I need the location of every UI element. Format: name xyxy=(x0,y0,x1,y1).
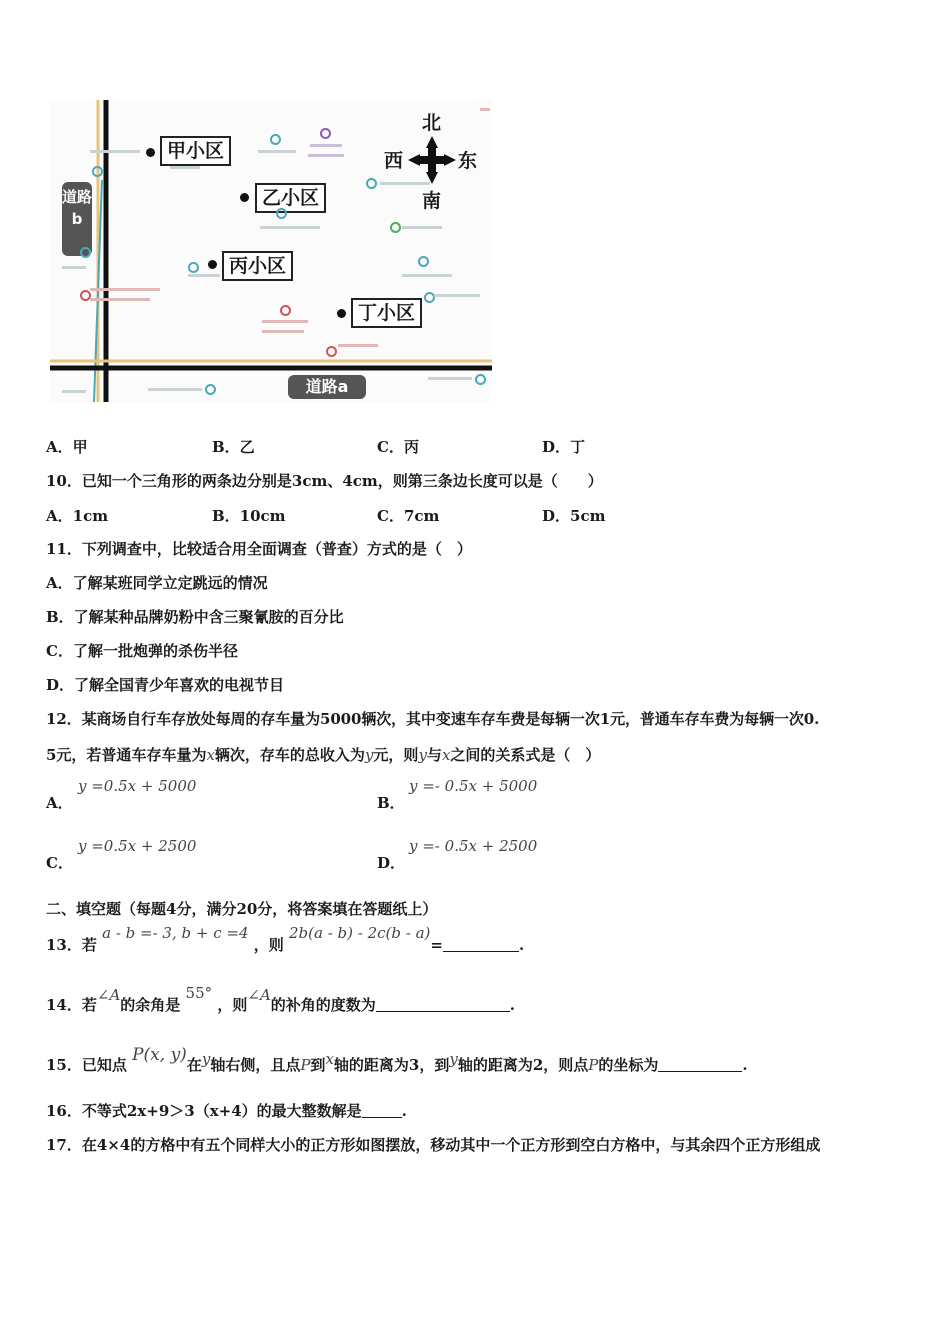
map-label-stroke xyxy=(62,390,86,393)
q15-text: 轴的距离为3，到 xyxy=(333,1056,450,1074)
q11-stem: 11．下列调查中，比较适合用全面调查（普查）方式的是（ ） xyxy=(46,540,472,558)
place-ding: 丁小区 xyxy=(351,298,422,328)
section-2-heading: 二、填空题（每题4分，满分20分，将答案填在答题纸上） xyxy=(46,900,438,918)
q12-stem-line1: 12．某商场自行车存放处每周的存车量为5000辆次，其中变速车存车费是每辆一次1元，普通车存车费为每辆一次0. xyxy=(46,710,820,728)
map-label-stroke xyxy=(260,226,320,229)
place-marker xyxy=(240,193,249,202)
poi-icon xyxy=(418,256,429,267)
q14-text: . xyxy=(509,996,516,1014)
q14-text: 的余角是 xyxy=(120,996,181,1014)
poi-icon xyxy=(366,178,377,189)
map-label-stroke xyxy=(338,344,378,347)
place-bing: 丙小区 xyxy=(222,251,293,281)
q13-text: 13．若 xyxy=(46,936,97,954)
q14-text: 14．若 xyxy=(46,996,97,1014)
angle-a: ∠A xyxy=(96,986,121,1004)
poi-icon xyxy=(205,384,216,395)
map-label-stroke xyxy=(308,154,344,157)
map-label-stroke xyxy=(170,166,200,169)
var-x: x xyxy=(441,746,451,764)
q17-stem: 17．在4×4的方格中有五个同样大小的正方形如图摆放，移动其中一个正方形到空白方格中，与其余四个正方形组成 xyxy=(46,1136,821,1154)
q12-option-d-formula: y =- 0.5x + 2500 xyxy=(409,837,538,855)
q15-text: 的坐标为 xyxy=(598,1056,659,1074)
place-marker xyxy=(146,148,155,157)
q13-text: ，则 xyxy=(253,936,284,954)
compass-west: 西 xyxy=(384,150,404,172)
q10-option-b: B．10cm xyxy=(212,507,286,525)
var-y: y xyxy=(201,1050,211,1068)
q12-text: 之间的关系式是（ ） xyxy=(450,746,601,764)
q15-text: . xyxy=(742,1056,748,1074)
poi-icon xyxy=(80,247,91,258)
map-label-stroke xyxy=(90,288,160,291)
var-x: x xyxy=(325,1050,334,1068)
q12-option-b-label: B． xyxy=(377,794,405,812)
q15-text: 15．已知点 xyxy=(46,1056,127,1074)
q12-text: 辆次，存车的总收入为 xyxy=(214,746,365,764)
q11-option-d: D．了解全国青少年喜欢的电视节目 xyxy=(46,676,285,694)
q16-answer-blank[interactable] xyxy=(362,1103,402,1118)
q9-option-b: B．乙 xyxy=(212,438,255,456)
var-x: x xyxy=(206,746,215,764)
q12-option-b-formula: y =- 0.5x + 5000 xyxy=(409,777,538,795)
map-label-stroke xyxy=(90,150,140,153)
q12-option-c-label: C． xyxy=(46,854,73,872)
map-label-stroke xyxy=(428,377,472,380)
q16-line xyxy=(46,1100,407,1121)
var-p: P xyxy=(588,1056,599,1074)
q15-point: P(x, y) xyxy=(132,1045,187,1065)
q12-text: 元，则 xyxy=(373,746,419,764)
q9-option-a: A．甲 xyxy=(46,438,88,456)
q12-text: 与 xyxy=(426,746,442,764)
q14-line xyxy=(46,984,516,1015)
q15-line xyxy=(46,1045,748,1075)
q14-text: 的补角的度数为 xyxy=(270,996,376,1014)
var-y: y xyxy=(418,746,427,764)
place-jia: 甲小区 xyxy=(160,136,231,166)
q15-text: 轴右侧，且点 xyxy=(210,1056,301,1074)
q12-option-a-formula: y =0.5x + 5000 xyxy=(78,777,197,795)
map-label-stroke xyxy=(434,294,480,297)
q11-option-a: A．了解某班同学立定跳远的情况 xyxy=(46,574,268,592)
q11-option-c: C．了解一批炮弹的杀伤半径 xyxy=(46,642,238,660)
q14-text: ，则 xyxy=(217,996,248,1014)
map-label-stroke xyxy=(148,388,202,391)
map-label-stroke xyxy=(90,298,150,301)
q13-line xyxy=(46,924,525,955)
map-figure xyxy=(50,100,492,402)
poi-icon xyxy=(280,305,291,316)
place-marker xyxy=(208,260,217,269)
q10-stem: 10．已知一个三角形的两条边分别是3cm、4cm，则第三条边长度可以是（ ） xyxy=(46,472,603,490)
q11-option-b: B．了解某种品牌奶粉中含三聚氰胺的百分比 xyxy=(46,608,344,626)
compass-south: 南 xyxy=(422,190,442,212)
q9-option-c: C．丙 xyxy=(377,438,419,456)
q9-option-d: D．丁 xyxy=(542,438,586,456)
road-a-label: 道路a xyxy=(288,375,366,399)
var-y: y xyxy=(364,746,374,764)
q15-text: 轴的距离为2，则点 xyxy=(457,1056,589,1074)
poi-icon xyxy=(92,166,103,177)
map-label-stroke xyxy=(480,108,490,111)
map-label-stroke xyxy=(310,144,342,147)
q15-text: 到 xyxy=(310,1056,326,1074)
q12-stem-line2 xyxy=(46,744,600,765)
q15-text: 在 xyxy=(186,1056,202,1074)
q13-expression: 2b(a - b) - 2c(b - a) xyxy=(288,924,431,942)
q16-text: . xyxy=(401,1102,407,1120)
poi-icon xyxy=(320,128,331,139)
q10-option-a: A．1cm xyxy=(46,507,109,525)
map-label-stroke xyxy=(402,226,442,229)
compass-east: 东 xyxy=(458,150,478,172)
map-label-stroke xyxy=(188,274,220,277)
q13-text: . xyxy=(518,936,525,954)
map-label-stroke xyxy=(262,320,308,323)
q10-option-d: D．5cm xyxy=(542,507,606,525)
compass-arrows-icon xyxy=(406,134,458,186)
poi-icon xyxy=(475,374,486,385)
q13-answer-blank[interactable] xyxy=(443,937,519,952)
road-b-label: 道路b xyxy=(62,182,92,256)
q13-text: = xyxy=(430,936,443,954)
q12-option-d-label: D． xyxy=(377,854,406,872)
q12-option-c-formula: y =0.5x + 2500 xyxy=(78,837,197,855)
angle-a: ∠A xyxy=(247,986,271,1004)
place-yi: 乙小区 xyxy=(255,183,326,213)
q15-answer-blank[interactable] xyxy=(658,1057,742,1072)
poi-icon xyxy=(326,346,337,357)
var-p: P xyxy=(300,1056,311,1074)
var-y: y xyxy=(449,1050,458,1068)
poi-icon xyxy=(188,262,199,273)
q10-option-c: C．7cm xyxy=(377,507,440,525)
q12-text: 5元，若普通车存车量为 xyxy=(46,746,207,764)
q16-text: 16．不等式2x+9＞3（x+4）的最大整数解是 xyxy=(46,1102,362,1120)
map-label-stroke xyxy=(402,274,452,277)
poi-icon xyxy=(390,222,401,233)
poi-icon xyxy=(276,208,287,219)
poi-icon xyxy=(270,134,281,145)
q14-answer-blank[interactable] xyxy=(376,997,510,1012)
place-marker xyxy=(337,309,346,318)
q12-option-a-label: A． xyxy=(46,794,73,812)
compass-north: 北 xyxy=(422,112,442,134)
map-label-stroke xyxy=(262,330,304,333)
map-label-stroke xyxy=(258,150,296,153)
q14-degree: 55° xyxy=(185,984,213,1002)
map-label-stroke xyxy=(62,266,86,269)
q13-condition: a - b =- 3, b + c =4 xyxy=(102,924,249,942)
